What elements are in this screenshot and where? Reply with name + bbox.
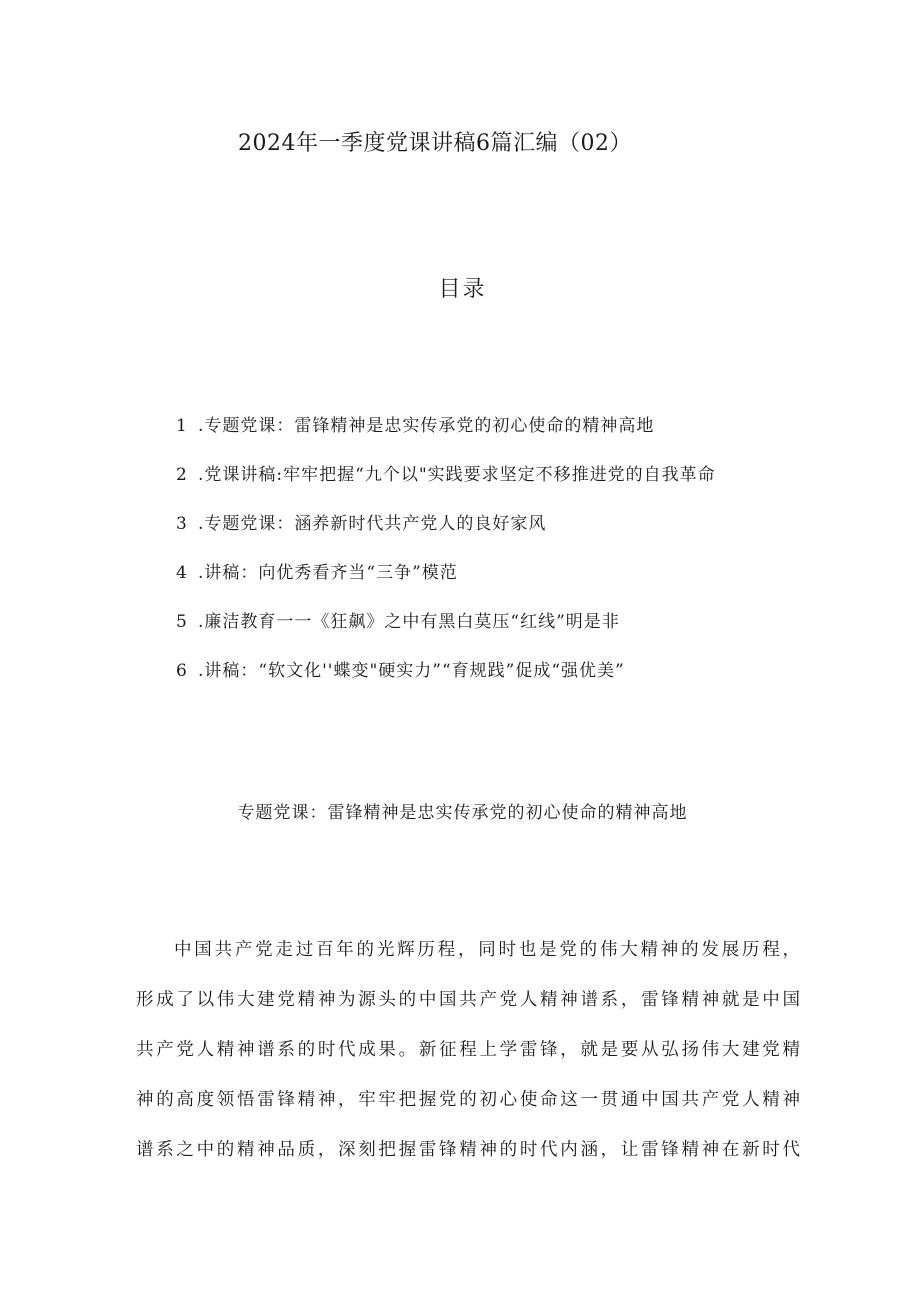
- section-title: 专题党课：雷锋精神是忠实传承党的初心使命的精神高地: [237, 803, 688, 823]
- body-line: 形成了以伟大建党精神为源头的中国共产党人精神谱系，雷锋精神就是中国: [136, 990, 800, 1010]
- document-title: 2024年一季度党课讲稿6篇汇编（02）: [238, 131, 632, 156]
- toc-item-number: 3: [176, 514, 188, 534]
- toc-item-number: 2: [176, 465, 188, 485]
- body-paragraph: [136, 933, 800, 1183]
- toc-item-text: .党课讲稿:牢牢把握“九个以"实践要求坚定不移推进党的自我革命: [198, 465, 716, 485]
- toc-item-number: 5: [176, 612, 188, 632]
- toc-item-number: 1: [176, 416, 188, 436]
- toc-item-text: .廉洁教育一一《狂飙》之中有黑白莫压“红线”明是非: [198, 612, 620, 632]
- body-line: 谱系之中的精神品质，深刻把握雷锋精神的时代内涵，让雷锋精神在新时代: [136, 1140, 800, 1160]
- toc-item-text: .讲稿：“软文化''蝶变"硬实力”“育规践”促成“强优美”: [198, 661, 625, 681]
- toc-item-number: 4: [176, 563, 188, 583]
- toc-item: [176, 510, 716, 559]
- toc-heading: 目录: [438, 277, 487, 302]
- toc-item: [176, 461, 716, 510]
- toc-item: [176, 657, 716, 706]
- toc-item-number: 6: [176, 661, 188, 681]
- body-line: 神的高度领悟雷锋精神，牢牢把握党的初心使命这一贯通中国共产党人精神: [136, 1090, 800, 1110]
- toc-item-text: .专题党课：雷锋精神是忠实传承党的初心使命的精神高地: [198, 416, 655, 436]
- table-of-contents: [176, 412, 716, 706]
- toc-item: [176, 412, 716, 461]
- toc-item-text: .专题党课：涵养新时代共产党人的良好家风: [198, 514, 547, 534]
- body-line: 中国共产党走过百年的光辉历程，同时也是党的伟大精神的发展历程，: [174, 940, 800, 960]
- body-line: 共产党人精神谱系的时代成果。新征程上学雷锋，就是要从弘扬伟大建党精: [136, 1040, 800, 1060]
- toc-item-text: .讲稿：向优秀看齐当“三争”模范: [198, 563, 458, 583]
- toc-item: [176, 559, 716, 608]
- toc-item: [176, 608, 716, 657]
